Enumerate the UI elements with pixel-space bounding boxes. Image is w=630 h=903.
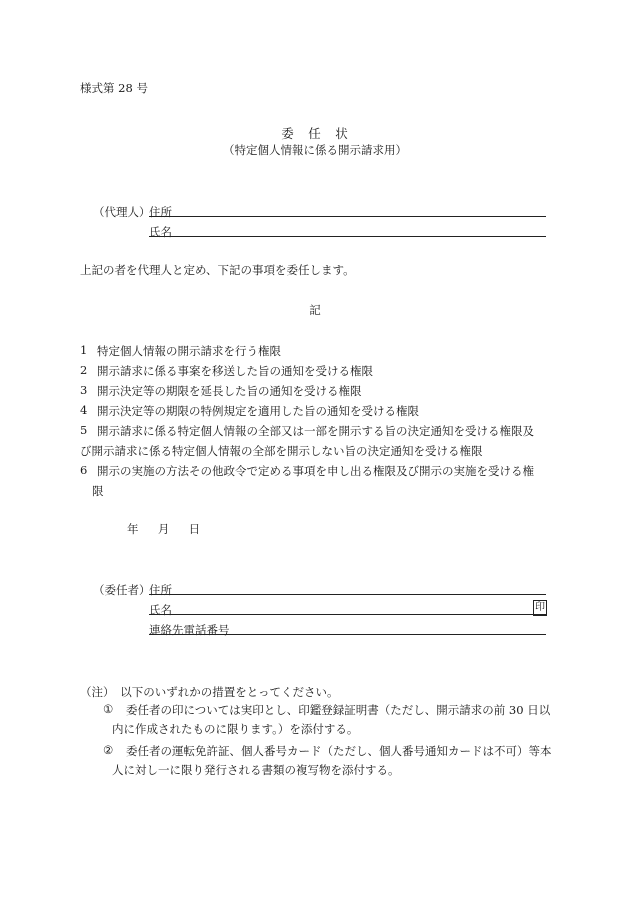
note-2-mark: ② [103,743,114,757]
note-2-text: 委任者の運転免許証、個人番号カード（ただし、個人番号通知カードは不可）等本 [126,744,552,758]
date-month: 月 [157,522,170,536]
item-5-text: 開示請求に係る特定個人情報の全部又は一部を開示する旨の決定通知を受ける権限及 [97,424,534,438]
item-1-number: 1 [80,343,88,357]
seal-mark: 印 [533,600,547,616]
principal-phone-label: 連絡先電話番号 [149,623,230,637]
date-year: 年 [127,522,139,536]
document-title: 委 任 状 [281,126,349,141]
note-1-mark: ① [103,702,114,716]
principal-name-line[interactable] [149,614,546,615]
principal-name-label: 氏名 [149,603,172,617]
principal-label: （委任者） [93,583,151,597]
agent-address-label: 住所 [149,205,172,219]
item-6-continuation: 限 [92,484,104,498]
item-4-text: 開示決定等の期限の特例規定を適用した旨の通知を受ける権限 [97,404,419,418]
item-2-text: 開示請求に係る事案を移送した旨の通知を受ける権限 [97,364,373,378]
principal-address-line[interactable] [149,594,546,595]
ki-heading: 記 [309,303,321,317]
note-1-continuation: 内に作成されたものに限ります。）を添付する。 [112,722,359,736]
date-line [127,521,200,537]
agent-name-line[interactable] [149,236,546,237]
item-5-continuation: び開示請求に係る特定個人情報の全部を開示しない旨の決定通知を受ける権限 [80,444,483,458]
principal-phone-line[interactable] [149,634,546,635]
form-number: 様式第 28 号 [80,81,148,95]
principal-address-label: 住所 [149,583,172,597]
note-heading: （注） 以下のいずれかの措置をとってください。 [80,685,339,699]
item-5-number: 5 [80,423,88,437]
delegation-text: 上記の者を代理人と定め、下記の事項を委任します。 [80,263,355,277]
document-subtitle: （特定個人情報に係る開示請求用） [223,143,407,157]
agent-name-label: 氏名 [149,225,172,239]
agent-label: （代理人） [93,205,151,219]
item-3-text: 開示決定等の期限を延長した旨の通知を受ける権限 [97,384,362,398]
date-day: 日 [188,522,201,536]
item-4-number: 4 [80,403,88,417]
note-2-continuation: 人に対し一に限り発行される書類の複写物を添付する。 [112,763,400,777]
agent-address-line[interactable] [149,216,546,217]
note-1-text: 委任者の印については実印とし、印鑑登録証明書（ただし、開示請求の前 30 日以 [126,703,551,717]
item-1-text: 特定個人情報の開示請求を行う権限 [97,344,281,358]
item-2-number: 2 [80,363,88,377]
item-6-number: 6 [80,463,88,477]
item-6-text: 開示の実施の方法その他政令で定める事項を申し出る権限及び開示の実施を受ける権 [97,464,534,478]
item-3-number: 3 [80,383,88,397]
